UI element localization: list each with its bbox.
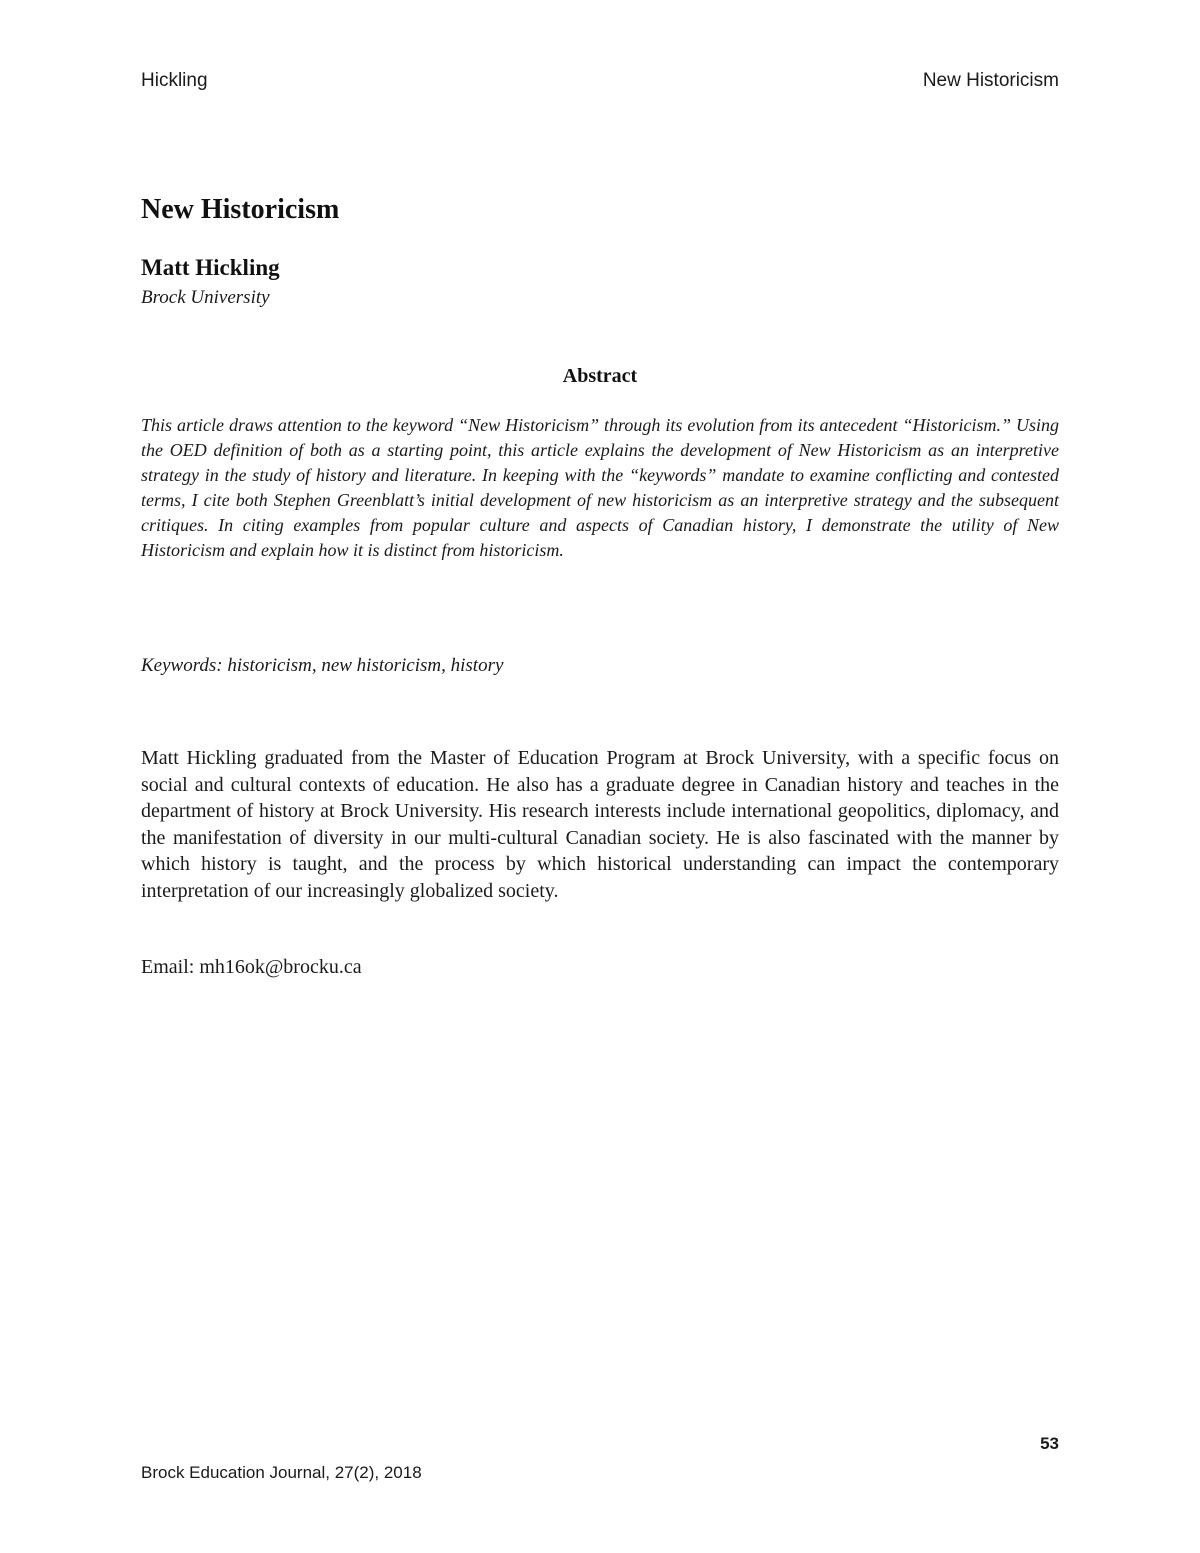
running-header (141, 70, 1059, 100)
author-affiliation: Brock University (141, 287, 270, 308)
page-number: 53 (1040, 1434, 1059, 1453)
author-email: Email: mh16ok@brocku.ca (141, 956, 362, 978)
abstract-heading: Abstract (562, 365, 638, 387)
author-name: Matt Hickling (141, 255, 280, 280)
keywords-line: Keywords: historicism, new historicism, history (141, 655, 504, 676)
article-title: New Historicism (141, 194, 340, 225)
author-bio: Matt Hickling graduated from the Master of Education Program at Brock University, with a specific focus on social and cultural contexts of education. He also has a graduate degree in Canadian history and teaches in the department of history at Brock University. His research interests include international geopolitics, diplomacy, and the manifestation of diversity in our multi-cultural Canadian society. He is also fascinated with the manner by which history is taught, and the process by which historical understanding can impact the contemporary interpretation of our increasingly globalized society. (141, 747, 1059, 902)
abstract-body: This article draws attention to the keyword “New Historicism” through its evolution from its antecedent “Historicism.” Using the OED definition of both as a starting point, this article explains the development of New Historicism as an interpretive strategy in the study of history and literature. In keeping with the “keywords” mandate to examine conflicting and contested terms, I cite both Stephen Greenblatt’s initial development of new historicism as an interpretive strategy and the subsequent critiques. In citing examples from popular culture and aspects of Canadian history, I demonstrate the utility of New Historicism and explain how it is distinct from historicism. (141, 415, 1059, 560)
running-header-author: Hickling (141, 70, 208, 91)
running-header-title: New Historicism (922, 70, 1059, 91)
journal-citation-footer: Brock Education Journal, 27(2), 2018 (141, 1463, 422, 1482)
